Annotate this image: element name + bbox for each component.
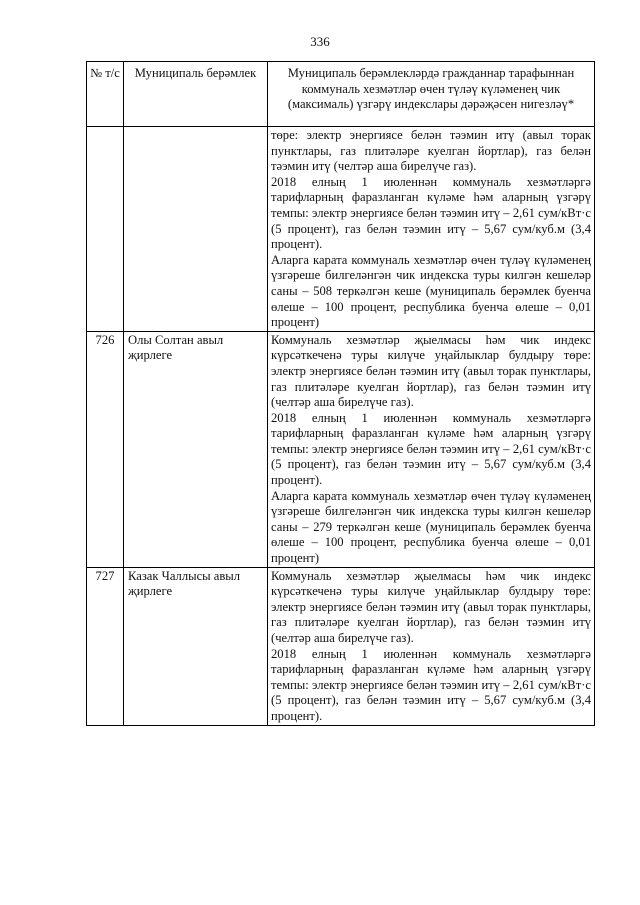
row-municipality xyxy=(124,127,268,332)
header-basis: Муниципаль берәмлекләрдә гражданнар тарафыннан коммуналь хезмәтләр өчен түләү күләменең чик (максималь) үзгәрү индекслары дәрәҗәсен нигезләү* xyxy=(268,62,595,127)
table-row xyxy=(87,127,595,332)
description-paragraph: 2018 елның 1 июленнән коммуналь хезмәтләргә тарифларның фаразланган күләме һәм аларның үзгәрү темпы: электр энергиясе белән тәэмин итү – 2,61 сум/кВт·с (5 процент), газ белән тәэмин итү – 5,67 сум/куб.м (3,4 процент). xyxy=(271,646,591,723)
description-paragraph: 2018 елның 1 июленнән коммуналь хезмәтләргә тарифларның фаразланган күләме һәм аларның үзгәрү темпы: электр энергиясе белән тәэмин итү – 2,61 сум/кВт·с (5 процент), газ белән тәэмин итү – 5,67 сум/куб.м (3,4 процент). xyxy=(271,174,591,252)
row-description xyxy=(268,567,595,725)
row-description xyxy=(268,331,595,567)
row-description xyxy=(268,127,595,332)
description-paragraph: Аларга карата коммуналь хезмәтләр өчен түләү күләменең үзгәреше билгеләнгән чик индекска туры килгән кешеләр саны – 508 теркәлгән кеше (муниципаль берәмлек буенча өлеше – 100 процент, республика буенча өлеше – 0,01 процент) xyxy=(271,252,591,330)
header-number: № т/с xyxy=(87,62,124,127)
row-municipality: Казак Чаллысы авыл җирлеге xyxy=(124,567,268,725)
description-paragraph: Коммуналь хезмәтләр җыелмасы һәм чик индекс күрсәткеченә туры килүче уңайлыклар булдыру төре: электр энергиясе белән тәэмин итү (авыл торак пунктлары, газ плитәләре куелган йортлар), газ белән тәэмин итү (челтәр аша бирелүче газ). xyxy=(271,332,591,410)
description-paragraph: Коммуналь хезмәтләр җыелмасы һәм чик индекс күрсәткеченә туры килүче уңайлыклар булдыру төре: электр энергиясе белән тәэмин итү (авыл торак пунктлары, газ плитәләре куелган йортлар), газ белән тәэмин итү (челтәр аша бирелүче газ). xyxy=(271,568,591,645)
table-row xyxy=(87,331,595,567)
header-municipality: Муниципаль берәмлек xyxy=(124,62,268,127)
row-number: 727 xyxy=(87,567,124,725)
description-paragraph: төре: электр энергиясе белән тәэмин итү (авыл торак пунктлары, газ плитәләре куелган йортлар), газ белән тәэмин итү (челтәр аша бирелүче газ). xyxy=(271,128,591,174)
row-number: 726 xyxy=(87,331,124,567)
municipal-tariff-table xyxy=(86,61,595,726)
description-paragraph: Аларга карата коммуналь хезмәтләр өчен түләү күләменең үзгәреше билгеләнгән чик индекска туры килгән кешеләр саны – 279 теркәлгән кеше (муниципаль берәмлек буенча өлеше – 100 процент, республика буенча өлеше – 0,01 процент) xyxy=(271,488,591,566)
row-number xyxy=(87,127,124,332)
row-municipality: Олы Солтан авыл җирлеге xyxy=(124,331,268,567)
description-paragraph: 2018 елның 1 июленнән коммуналь хезмәтләргә тарифларның фаразланган күләме һәм аларның үзгәрү темпы: электр энергиясе белән тәэмин итү – 2,61 сум/кВт·с (5 процент), газ белән тәэмин итү – 5,67 сум/куб.м (3,4 процент). xyxy=(271,410,591,488)
page-number: 336 xyxy=(310,34,330,49)
table-row xyxy=(87,567,595,725)
table-header-row xyxy=(87,62,595,127)
